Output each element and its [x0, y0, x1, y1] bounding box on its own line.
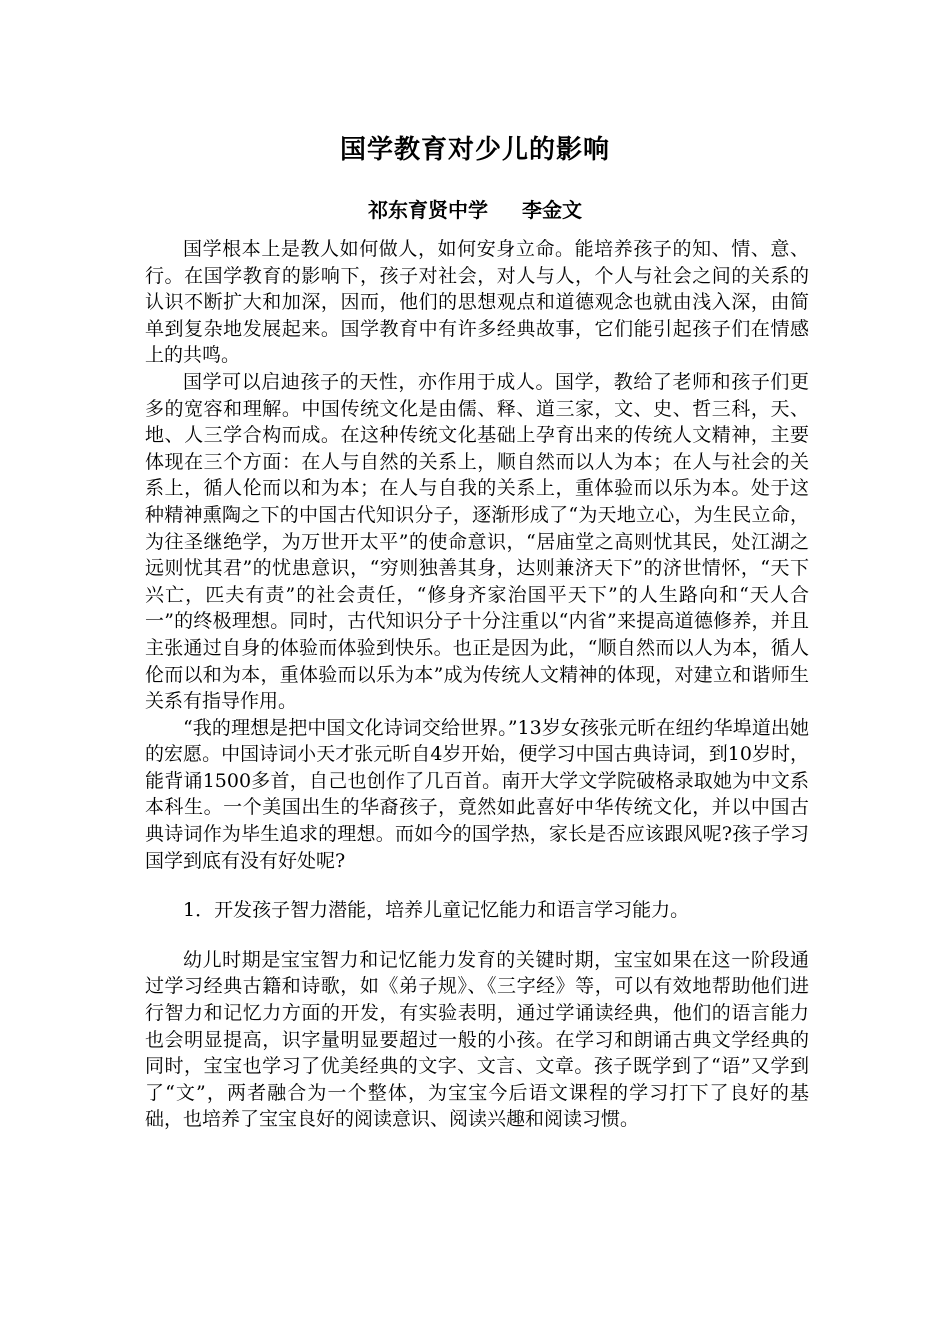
paragraph-2: 国学可以启迪孩子的天性，亦作用于成人。国学，教给了老师和孩子们更多的宽容和理解。中国传统文化是由儒、释、道三家，文、史、哲三科，天、地、人三学合构而成。在这种传统文化基础上孕育出来的传统人文精神，主要体现在三个方面：在人与自然的关系上，顺自然而以人为本；在人与社会的关系上，循人伦而以和为本；在人与自我的关系上，重体验而以乐为本。处于这种精神熏陶之下的中国古代知识分子，逐渐形成了“为天地立心，为生民立命，为往圣继绝学，为万世开太平”的使命意识，“居庙堂之高则忧其民，处江湖之远则忧其君”的忧患意识，“穷则独善其身，达则兼济天下”的济世情怀，“天下兴亡，匹夫有责”的社会责任，“修身齐家治国平天下”的人生路向和“天人合一”的终极理想。同时，古代知识分子十分注重以“内省”来提高道德修养，并且主张通过自身的体验而体验到快乐。也正是因为此，“顺自然而以人为本，循人伦而以和为本，重体验而以乐为本”成为传统人文精神的体现，对建立和谐师生关系有指导作用。 — [145, 370, 809, 713]
paragraph-3: “我的理想是把中国文化诗词交给世界。”13岁女孩张元昕在纽约华埠道出她的宏愿。中国诗词小天才张元昕自4岁开始，便学习中国古典诗词，到10岁时，能背诵1500多首，自己也创作了几百首。南开大学文学院破格录取她为中文系本科生。一个美国出生的华裔孩子，竟然如此喜好中华传统文化，并以中国古典诗词作为毕生追求的理想。而如今的国学热，家长是否应该跟风呢?孩子学习国学到底有没有好处呢? — [145, 716, 809, 872]
school-name: 祁东育贤中学 — [368, 198, 488, 222]
document-title: 国学教育对少儿的影响 — [339, 135, 610, 165]
paragraph-1: 国学根本上是教人如何做人，如何安身立命。能培养孩子的知、情、意、行。在国学教育的影响下，孩子对社会，对人与人，个人与社会之间的关系的认识不断扩大和加深，因而，他们的思想观点和道德观念也就由浅入深，由简单到复杂地发展起来。国学教育中有许多经典故事，它们能引起孩子们在情感上的共鸣。 — [145, 238, 809, 367]
author-line — [0, 195, 950, 225]
author-name: 李金文 — [522, 198, 582, 222]
document-body — [145, 236, 809, 1133]
section-paragraph: 幼儿时期是宝宝智力和记忆能力发育的关键时期，宝宝如果在这一阶段通过学习经典古籍和诗歌，如《弟子规》、《三字经》等，可以有效地帮助他们进行智力和记忆力方面的开发，有实验表明，通过学诵读经典，他们的语言能力也会明显提高，识字量明显要超过一般的小孩。在学习和朗诵古典文学经典的同时，宝宝也学习了优美经典的文字、文言、文章。孩子既学到了“语”又学到了“文”，两者融合为一个整体，为宝宝今后语文课程的学习打下了良好的基础，也培养了宝宝良好的阅读意识、阅读兴趣和阅读习惯。 — [145, 948, 809, 1131]
section-heading: 1．开发孩子智力潜能，培养儿童记忆能力和语言学习能力。 — [183, 899, 690, 922]
